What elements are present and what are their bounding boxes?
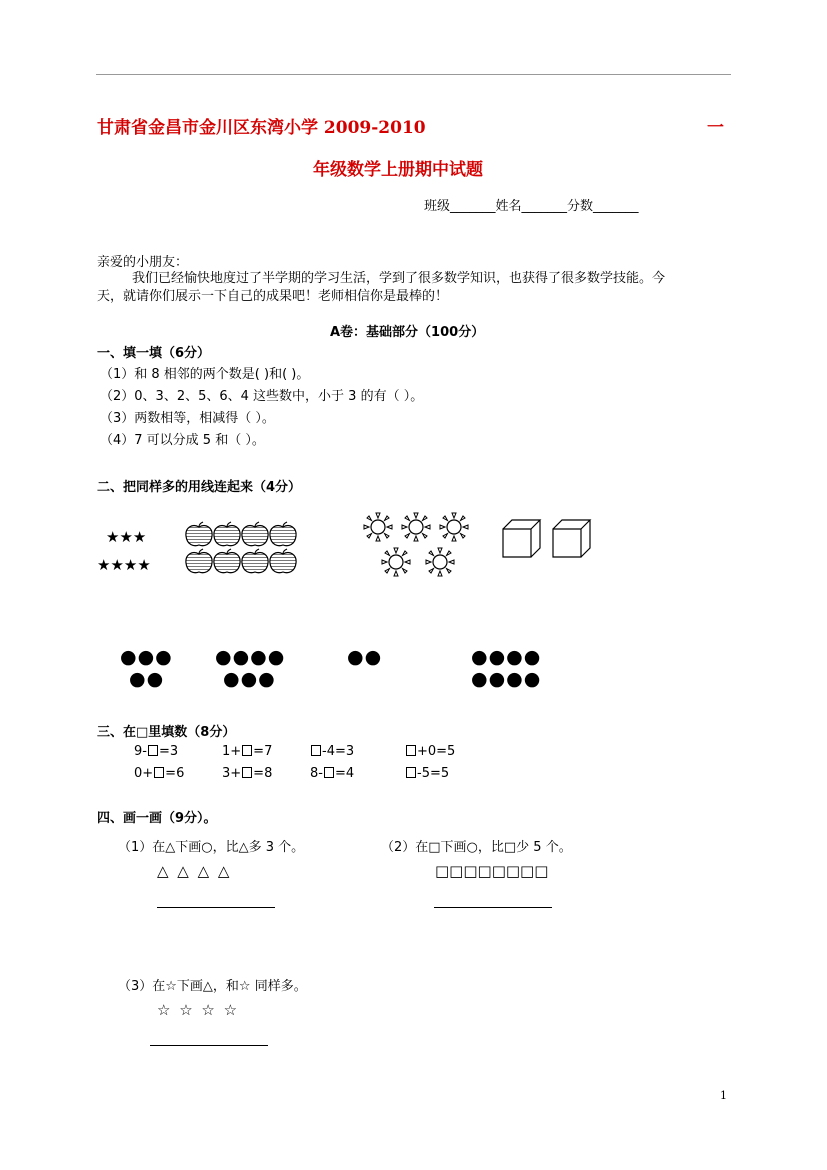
header-rule	[96, 74, 731, 75]
answer-line-1[interactable]	[157, 907, 275, 908]
q4-title: 四、画一画（9分）。	[97, 811, 217, 826]
stars-row-2: ★★★★	[97, 556, 151, 574]
squares-row: □□□□□□□□	[435, 862, 549, 880]
title-grade: 一	[707, 118, 724, 138]
answer-line-3[interactable]	[150, 1045, 268, 1046]
equation-8: -5=5	[405, 766, 449, 781]
title-line1: 甘肃省金昌市金川区东湾小学 2009-2010	[97, 118, 426, 138]
q4-part-3: （3）在☆下画△，和☆ 同样多。	[118, 979, 307, 994]
q2-title: 二、把同样多的用线连起来（4分）	[97, 480, 302, 495]
answer-box[interactable]	[148, 745, 158, 756]
answer-box[interactable]	[406, 745, 416, 756]
suns-picture	[360, 510, 472, 582]
q1-item-4: （4）7 可以分成 5 和（ ）。	[100, 433, 265, 448]
q1-item-3: （3）两数相等，相减得（ ）。	[100, 411, 275, 426]
student-info-line: 班级_______姓名_______分数_______	[424, 199, 639, 214]
cubes-picture	[500, 518, 600, 560]
dots-group-4-top: ●●●●	[471, 646, 542, 668]
answer-box[interactable]	[154, 767, 164, 778]
triangles-row: △ △ △ △	[157, 862, 232, 880]
page-number: 1	[720, 1089, 727, 1102]
answer-box[interactable]	[311, 745, 321, 756]
answer-box[interactable]	[242, 767, 252, 778]
title-line2: 年级数学上册期中试题	[313, 160, 483, 180]
section-a-title: A卷：基础部分（100分）	[330, 325, 485, 340]
equation-1: 9- =3	[134, 744, 179, 759]
dots-group-3: ●●	[347, 646, 383, 668]
dots-group-4-bottom: ●●●●	[471, 668, 542, 690]
stars-outline-row: ☆ ☆ ☆ ☆	[157, 1001, 240, 1019]
intro-text-1: 我们已经愉快地度过了半学期的学习生活，学到了很多数学知识，也获得了很多数学技能。今	[132, 271, 666, 286]
equation-7: 8- =4	[310, 766, 355, 781]
answer-box[interactable]	[406, 767, 416, 778]
q3-title: 三、在□里填数（8分）	[97, 725, 236, 740]
q1-item-2: （2）0、3、2、5、6、4 这些数中，小于 3 的有（ ）。	[100, 389, 424, 404]
q1-item-1: （1）和 8 相邻的两个数是( )和( )。	[100, 367, 310, 382]
q4-part-1: （1）在△下画○，比△多 3 个。	[118, 840, 305, 855]
greeting: 亲爱的小朋友：	[97, 255, 189, 270]
answer-box[interactable]	[242, 745, 252, 756]
intro-text-2: 天，就请你们展示一下自己的成果吧！老师相信你是最棒的！	[97, 289, 449, 304]
dots-group-1-top: ●●●	[120, 646, 173, 668]
q4-part-2: （2）在□下画○，比□少 5 个。	[381, 840, 572, 855]
dots-group-2-bottom: ●●●	[223, 668, 276, 690]
equation-3: -4=3	[310, 744, 354, 759]
answer-box[interactable]	[324, 767, 334, 778]
equation-6: 3+ =8	[222, 766, 273, 781]
q1-title: 一、填一填（6分）	[97, 346, 211, 361]
answer-line-2[interactable]	[434, 907, 552, 908]
equation-2: 1+ =7	[222, 744, 273, 759]
equation-4: +0=5	[405, 744, 455, 759]
dots-group-1-bottom: ●●	[129, 668, 165, 690]
apples-picture	[185, 518, 305, 574]
dots-group-2-top: ●●●●	[215, 646, 286, 668]
stars-row-1: ★★★	[106, 528, 147, 546]
equation-5: 0+ =6	[134, 766, 185, 781]
